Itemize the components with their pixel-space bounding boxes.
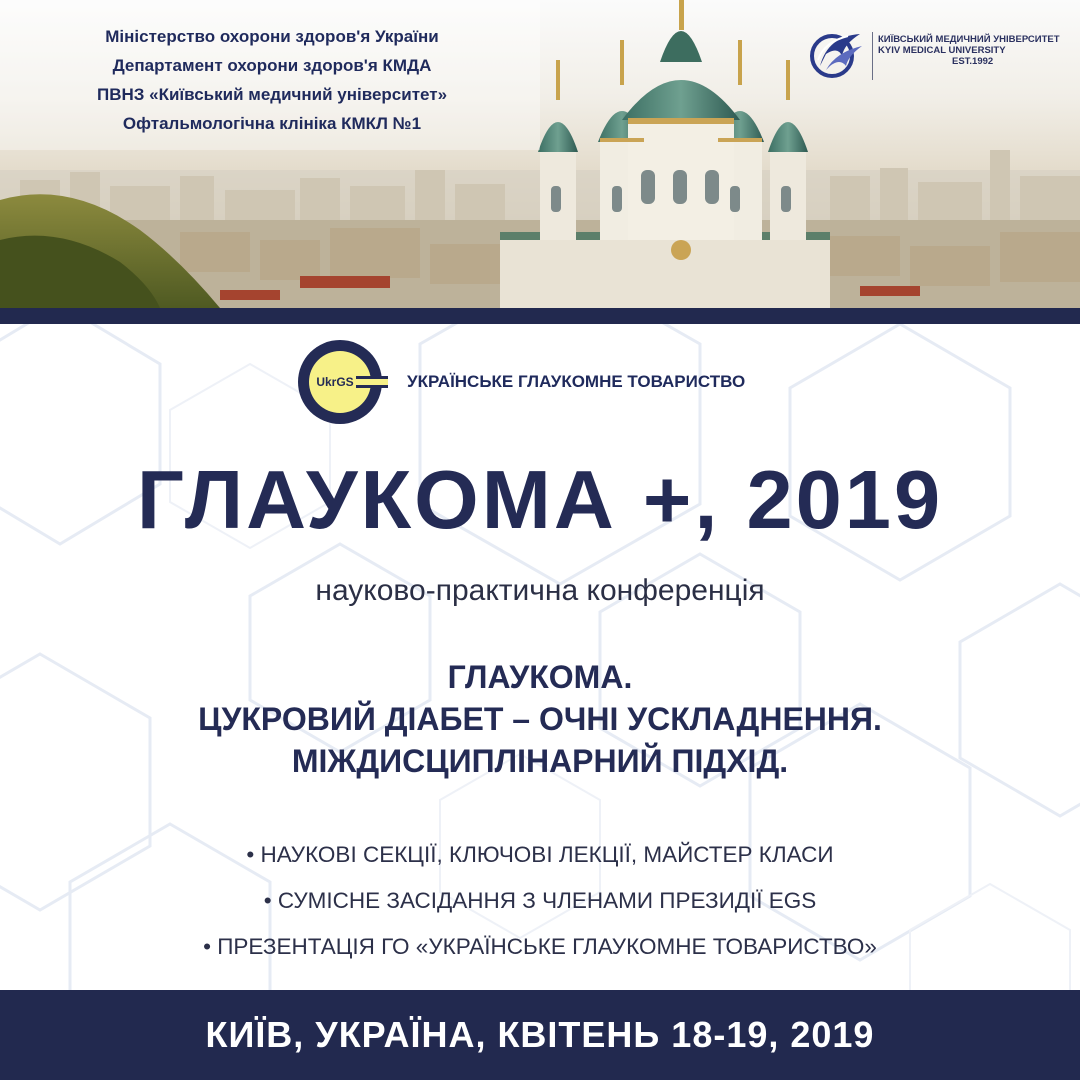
ukrgs-logo-icon (296, 338, 388, 426)
header-divider (0, 308, 1080, 324)
society-name: УКРАЇНСЬКЕ ГЛАУКОМНЕ ТОВАРИСТВО (407, 372, 746, 391)
topic-line-1: ГЛАУКОМА. (447, 659, 633, 695)
logo-separator (872, 32, 873, 80)
conference-topic (0, 656, 1080, 782)
header-photo (0, 0, 1080, 308)
bullet-item-sections: • НАУКОВІ СЕКЦІЇ, КЛЮЧОВІ ЛЕКЦІЇ, МАЙСТЕР КЛАСИ (246, 842, 834, 867)
university-name-ua: КИЇВСЬКИЙ МЕДИЧНИЙ УНІВЕРСИТЕТ (878, 34, 1060, 45)
organizer-clinic: Офтальмологічна клініка КМКЛ №1 (122, 114, 422, 133)
university-wing-emblem-icon (808, 26, 864, 82)
topic-line-2: ЦУКРОВИЙ ДІАБЕТ – ОЧНІ УСКЛАДНЕННЯ. (198, 701, 882, 737)
organizer-department: Департамент охорони здоров'я КМДА (112, 56, 432, 75)
university-logo (808, 26, 1068, 86)
organizer-ministry: Міністерство охорони здоров'я України (105, 27, 439, 46)
conference-title: ГЛАУКОМА +, 2019 (136, 453, 944, 546)
topic-line-3: МІЖДИСЦИПЛІНАРНИЙ ПІДХІД. (291, 743, 789, 779)
organizer-university: ПВНЗ «Київський медичний університет» (96, 85, 448, 104)
university-est: EST.1992 (952, 56, 994, 67)
footer-bar (0, 990, 1080, 1080)
university-name (878, 34, 1078, 67)
event-location-date: КИЇВ, УКРАЇНА, КВІТЕНЬ 18-19, 2019 (205, 1014, 875, 1055)
bullet-item-presentation: • ПРЕЗЕНТАЦІЯ ГО «УКРАЇНСЬКЕ ГЛАУКОМНЕ ТОВАРИСТВО» (203, 934, 877, 959)
bullet-item-egs-meeting: • СУМІСНЕ ЗАСІДАННЯ З ЧЛЕНАМИ ПРЕЗИДІЇ EGS (263, 888, 817, 913)
ukrgs-logo-text: UkrGS (316, 375, 354, 389)
organizers-list (22, 22, 522, 138)
university-name-en: KYIV MEDICAL UNIVERSITY (878, 45, 1006, 56)
conference-subtitle: науково-практична конференція (315, 574, 765, 607)
program-bullets (0, 832, 1080, 970)
